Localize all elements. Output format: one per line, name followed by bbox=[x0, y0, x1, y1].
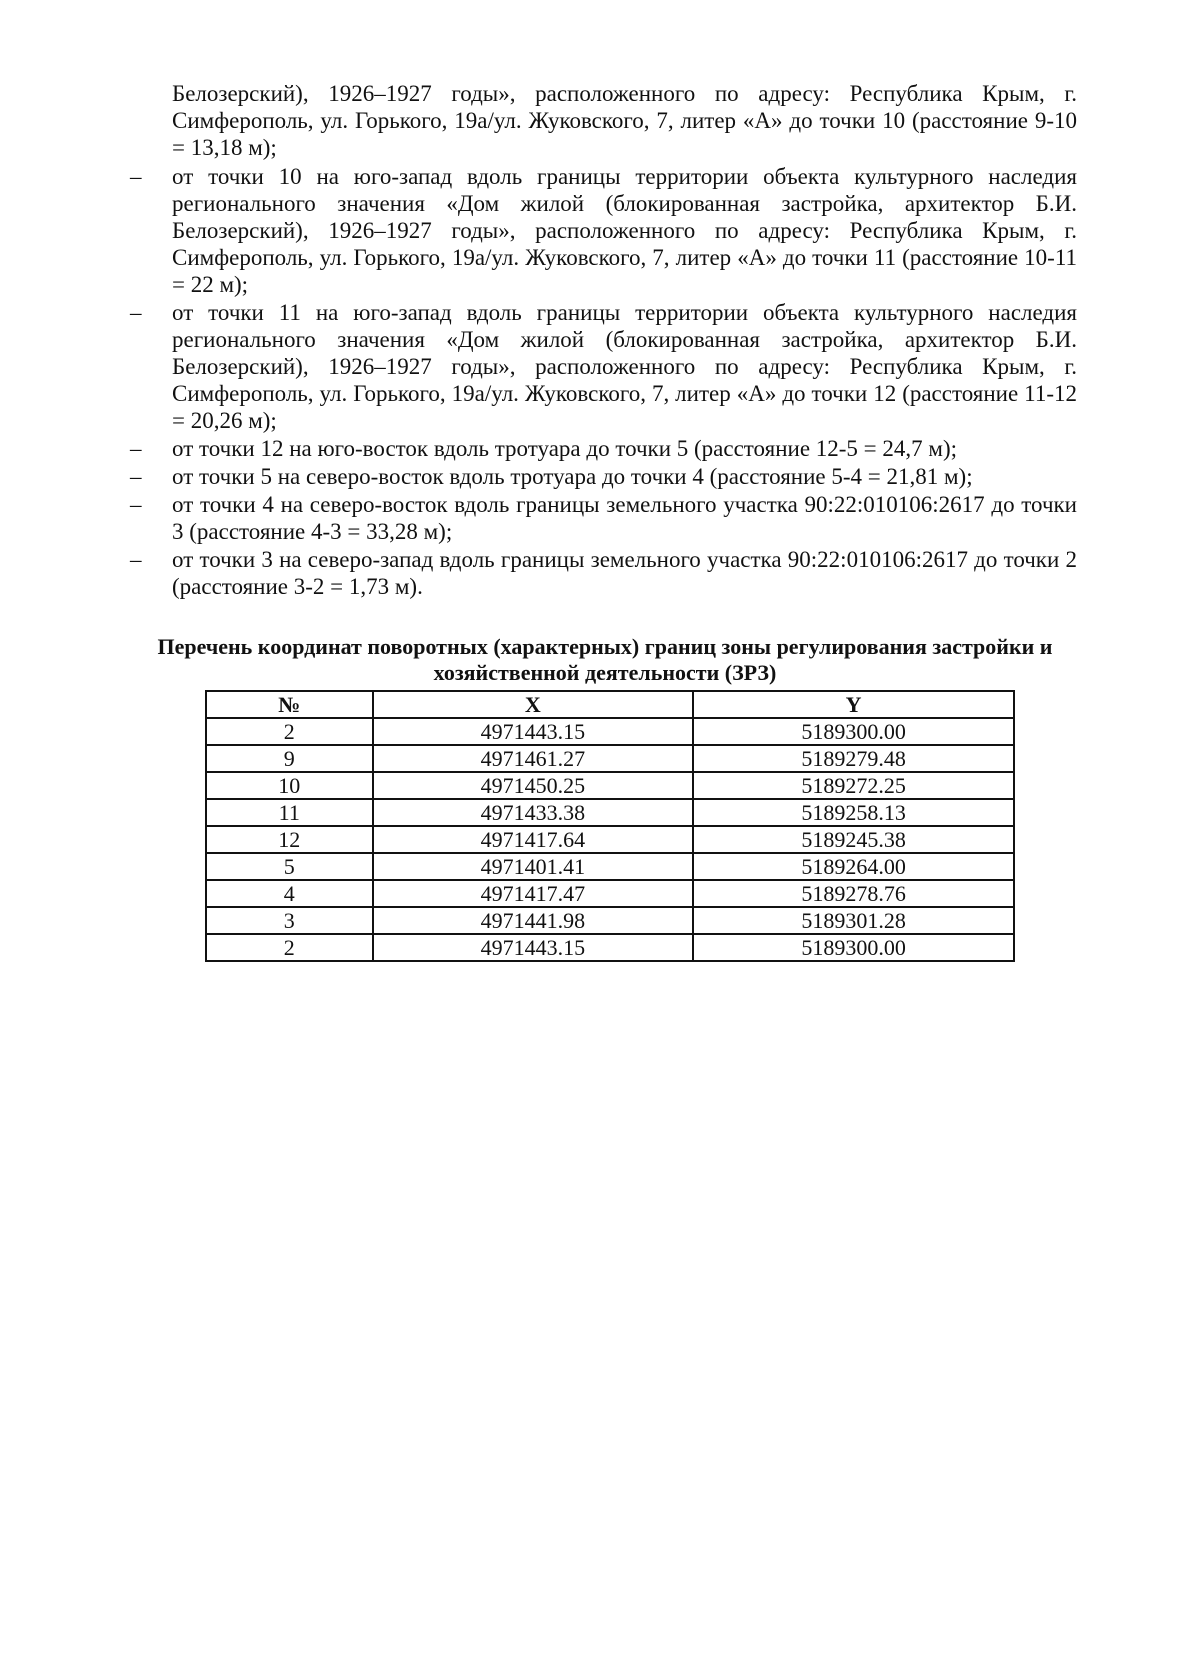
cell-x: 4971443.15 bbox=[373, 934, 694, 961]
column-header-number: № bbox=[206, 691, 373, 718]
list-dash: – bbox=[130, 300, 142, 325]
list-item-text: от точки 10 на юго-запад вдоль границы территории объекта культурного наследия регионального значения «Дом жилой (блокированная застройка, архитектор Б.И. Белозерский), 1926–1927 годы», расположенного по адресу: Республика Крым, г. Симферополь, ул. Горького, 19а/ул. Жуковского, 7, литер «А» до точки 11 (расстояние 10-11 = 22 м); bbox=[172, 164, 1077, 297]
list-item bbox=[0, 299, 1200, 434]
cell-number: 12 bbox=[206, 826, 373, 853]
table-header-row bbox=[206, 691, 1014, 718]
cell-x: 4971417.47 bbox=[373, 880, 694, 907]
table-row bbox=[206, 880, 1014, 907]
table-row bbox=[206, 907, 1014, 934]
list-dash: – bbox=[130, 164, 142, 189]
table-row bbox=[206, 853, 1014, 880]
cell-y: 5189272.25 bbox=[693, 772, 1014, 799]
list-item bbox=[0, 435, 1200, 462]
list-item-text: от точки 5 на северо-восток вдоль тротуара до точки 4 (расстояние 5-4 = 21,81 м); bbox=[172, 464, 973, 489]
cell-x: 4971441.98 bbox=[373, 907, 694, 934]
boundary-description-list bbox=[0, 163, 1200, 601]
table-row bbox=[206, 745, 1014, 772]
cell-number: 11 bbox=[206, 799, 373, 826]
cell-y: 5189279.48 bbox=[693, 745, 1014, 772]
list-item bbox=[0, 546, 1200, 600]
intro-paragraph: Белозерский), 1926–1927 годы», расположенного по адресу: Республика Крым, г. Симферополь, ул. Горького, 19а/ул. Жуковского, 7, литер «А» до точки 10 (расстояние 9-10 = 13,18 м); bbox=[172, 81, 1077, 160]
cell-y: 5189300.00 bbox=[693, 718, 1014, 745]
cell-x: 4971461.27 bbox=[373, 745, 694, 772]
cell-number: 4 bbox=[206, 880, 373, 907]
cell-number: 5 bbox=[206, 853, 373, 880]
cell-x: 4971450.25 bbox=[373, 772, 694, 799]
column-header-x: X bbox=[373, 691, 694, 718]
list-item-text: от точки 4 на северо-восток вдоль границы земельного участка 90:22:010106:2617 до точки 3 (расстояние 4-3 = 33,28 м); bbox=[172, 492, 1077, 544]
cell-y: 5189245.38 bbox=[693, 826, 1014, 853]
list-dash: – bbox=[130, 492, 142, 517]
cell-number: 2 bbox=[206, 718, 373, 745]
cell-number: 10 bbox=[206, 772, 373, 799]
table-row bbox=[206, 799, 1014, 826]
cell-y: 5189278.76 bbox=[693, 880, 1014, 907]
list-item-text: от точки 3 на северо-запад вдоль границы земельного участка 90:22:010106:2617 до точки 2 (расстояние 3-2 = 1,73 м). bbox=[172, 547, 1077, 599]
cell-number: 2 bbox=[206, 934, 373, 961]
list-item bbox=[0, 163, 1200, 298]
cell-x: 4971401.41 bbox=[373, 853, 694, 880]
cell-x: 4971443.15 bbox=[373, 718, 694, 745]
table-title: Перечень координат поворотных (характерных) границ зоны регулирования застройки и хозяйственной деятельности (ЗРЗ) bbox=[157, 634, 1053, 685]
cell-x: 4971417.64 bbox=[373, 826, 694, 853]
table-row bbox=[206, 934, 1014, 961]
list-item-text: от точки 11 на юго-запад вдоль границы территории объекта культурного наследия регионального значения «Дом жилой (блокированная застройка, архитектор Б.И. Белозерский), 1926–1927 годы», расположенного по адресу: Республика Крым, г. Симферополь, ул. Горького, 19а/ул. Жуковского, 7, литер «А» до точки 12 (расстояние 11-12 = 20,26 м); bbox=[172, 300, 1077, 433]
list-dash: – bbox=[130, 436, 142, 461]
column-header-y: Y bbox=[693, 691, 1014, 718]
list-item bbox=[0, 491, 1200, 545]
cell-x: 4971433.38 bbox=[373, 799, 694, 826]
cell-y: 5189264.00 bbox=[693, 853, 1014, 880]
list-dash: – bbox=[130, 547, 142, 572]
table-row bbox=[206, 718, 1014, 745]
cell-y: 5189258.13 bbox=[693, 799, 1014, 826]
table-row bbox=[206, 826, 1014, 853]
list-item bbox=[0, 463, 1200, 490]
coordinates-table bbox=[205, 690, 1015, 962]
cell-number: 9 bbox=[206, 745, 373, 772]
table-row bbox=[206, 772, 1014, 799]
list-dash: – bbox=[130, 464, 142, 489]
cell-number: 3 bbox=[206, 907, 373, 934]
list-item-text: от точки 12 на юго-восток вдоль тротуара до точки 5 (расстояние 12-5 = 24,7 м); bbox=[172, 436, 958, 461]
cell-y: 5189300.00 bbox=[693, 934, 1014, 961]
cell-y: 5189301.28 bbox=[693, 907, 1014, 934]
